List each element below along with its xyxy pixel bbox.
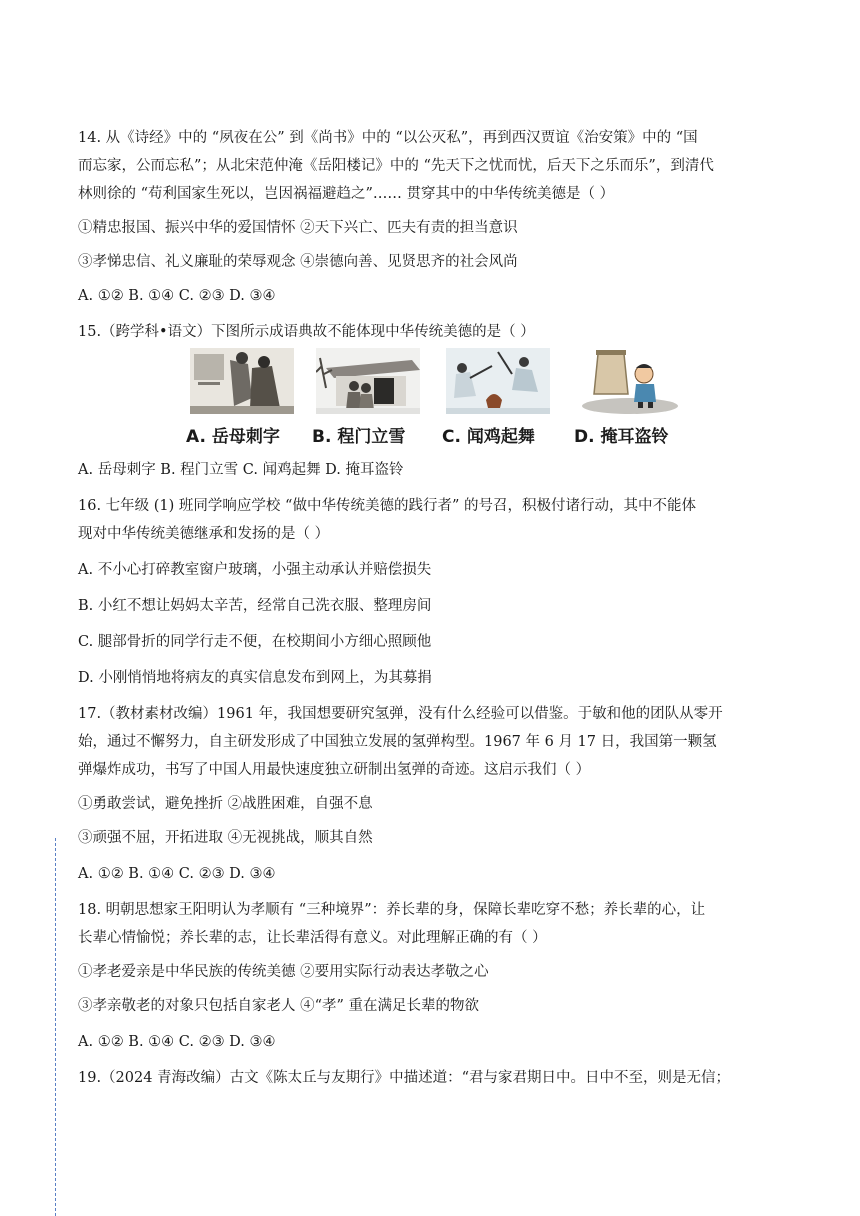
q19-line1: 19.（2024 青海改编）古文《陈太丘与友期行》中描述道：“君与家君期日中。日中不至，则是无信；	[78, 1070, 730, 1086]
yuemu-cizi-illustration	[190, 348, 294, 414]
q18-option-row2: ③孝亲敬老的对象只包括自家老人 ④“孝” 重在满足长辈的物欲	[78, 998, 480, 1014]
q17-option-row1: ①勇敢尝试，避免挫折 ②战胜困难，自强不息	[78, 796, 373, 812]
q17-line3: 弹爆炸成功，书写了中国人用最快速度独立研制出氢弹的奇迹。这启示我们（ ）	[78, 762, 591, 778]
caption-a: A. 岳母刺字	[186, 427, 280, 447]
q17-option-row2: ③顽强不屈，开拓进取 ④无视挑战，顺其自然	[78, 830, 373, 846]
q15-answers: A. 岳母刺字 B. 程门立雪 C. 闻鸡起舞 D. 掩耳盗铃	[78, 462, 404, 478]
q16-option-c: C. 腿部骨折的同学行走不便，在校期间小方细心照顾他	[78, 634, 432, 650]
q14-option-row2: ③孝悌忠信、礼义廉耻的荣辱观念 ④崇德向善、见贤思齐的社会风尚	[78, 254, 518, 270]
q14-option-row1: ①精忠报国、振兴中华的爱国情怀 ②天下兴亡、匹夫有责的担当意识	[78, 220, 518, 236]
q18-line2: 长辈心情愉悦；养长辈的志，让长辈活得有意义。对此理解正确的有（ ）	[78, 930, 547, 946]
caption-c: C. 闻鸡起舞	[442, 427, 535, 447]
q16-option-b: B. 小红不想让妈妈太辛苦，经常自己洗衣服、整理房间	[78, 598, 432, 614]
q16-line2: 现对中华传统美德继承和发扬的是（ ）	[78, 526, 330, 542]
caption-d: D. 掩耳盗铃	[574, 427, 669, 447]
q15-figure	[186, 348, 670, 448]
q16-option-d: D. 小刚悄悄地将病友的真实信息发布到网上，为其募捐	[78, 670, 432, 686]
q18-answers: A. ①② B. ①④ C. ②③ D. ③④	[78, 1034, 276, 1050]
caption-b: B. 程门立雪	[312, 427, 406, 447]
q16-line1: 16. 七年级 (1) 班同学响应学校 “做中华传统美德的践行者” 的号召，积极付诸行动，其中不能体	[78, 498, 696, 514]
q18-line1: 18. 明朝思想家王阳明认为孝顺有 “三种境界”：养长辈的身，保障长辈吃穿不愁；养长辈的心，让	[78, 902, 706, 918]
q15-line1: 15.（跨学科•语文）下图所示成语典故不能体现中华传统美德的是（ ）	[78, 324, 535, 340]
q14-line3: 林则徐的 “苟利国家生死以，岂因祸福避趋之”…… 贯穿其中的中华传统美德是（ ）	[78, 186, 615, 202]
chengmen-lixue-illustration	[316, 348, 420, 414]
q17-line2: 始，通过不懈努力，自主研发形成了中国独立发展的氢弹构型。1967 年 6 月 17 日，我国第一颗氢	[78, 734, 717, 750]
q17-answers: A. ①② B. ①④ C. ②③ D. ③④	[78, 866, 276, 882]
q17-line1: 17.（教材素材改编）1961 年，我国想要研究氢弹，没有什么经验可以借鉴。于敏和他的团队从零开	[78, 706, 723, 722]
q18-option-row1: ①孝老爱亲是中华民族的传统美德 ②要用实际行动表达孝敬之心	[78, 964, 489, 980]
yaner-daoling-illustration	[578, 348, 682, 414]
binding-margin-line	[55, 838, 56, 1216]
q14-line2: 而忘家，公而忘私”；从北宋范仲淹《岳阳楼记》中的 “先天下之忧而忧，后天下之乐而乐”，到清代	[78, 158, 714, 174]
q14-answers: A. ①② B. ①④ C. ②③ D. ③④	[78, 288, 276, 304]
wenji-qiwu-illustration	[446, 348, 550, 414]
q16-option-a: A. 不小心打碎教室窗户玻璃，小强主动承认并赔偿损失	[78, 562, 432, 578]
q14-line1: 14. 从《诗经》中的 “夙夜在公” 到《尚书》中的 “以公灭私”，再到西汉贾谊《治安策》中的 “国	[78, 130, 698, 146]
